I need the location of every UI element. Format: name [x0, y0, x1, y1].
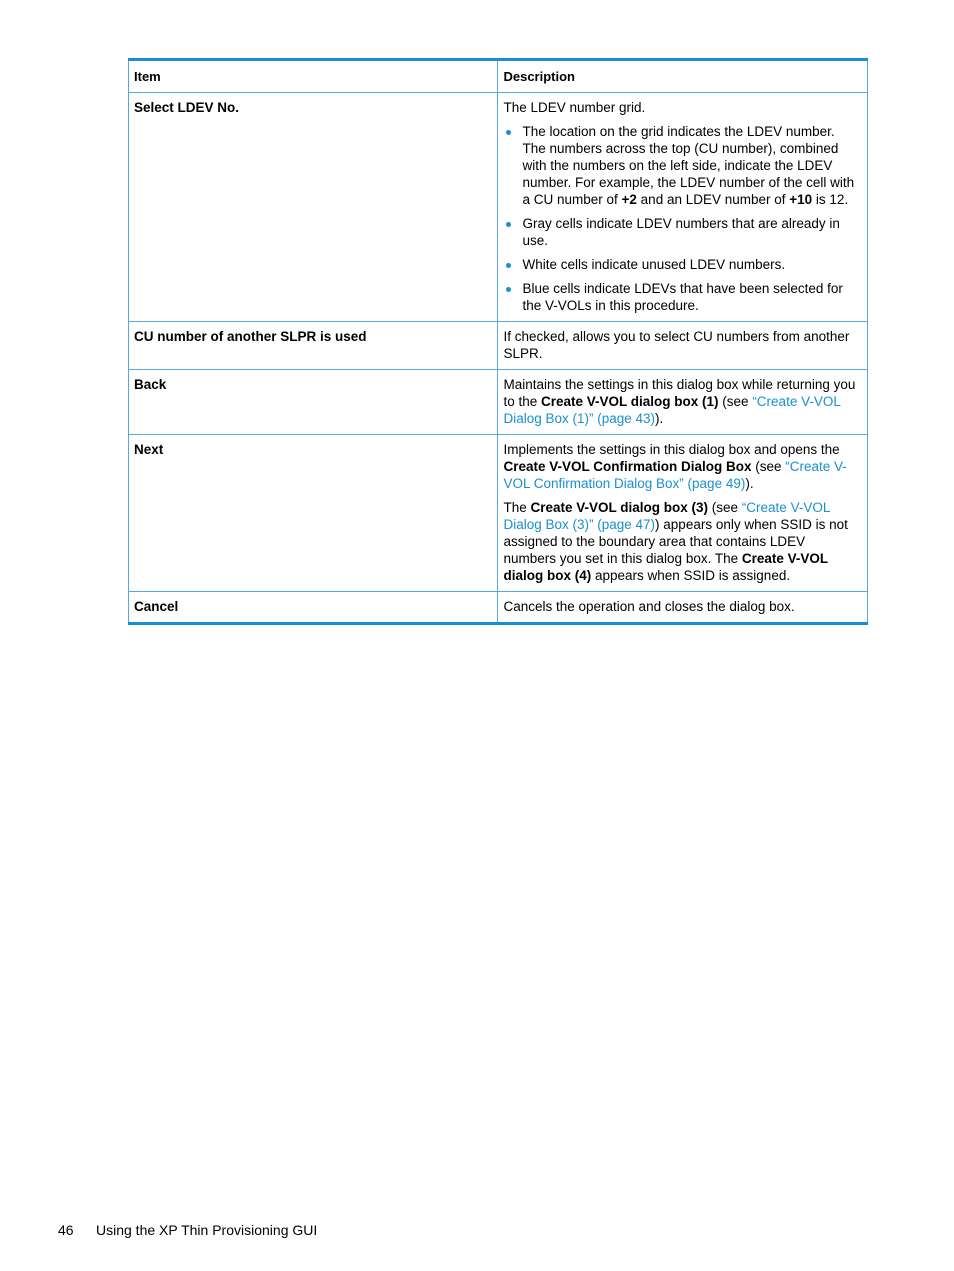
bullet-icon [506, 263, 511, 268]
description-bold: Create V-VOL Confirmation Dialog Box [503, 459, 752, 474]
table-row [129, 435, 868, 592]
page-footer [58, 1222, 317, 1238]
item-cell: Select LDEV No. [129, 93, 498, 322]
item-cell: Cancel [129, 592, 498, 624]
bullet-icon [506, 130, 511, 135]
description-text: Maintains the settings in this dialog box while returning you to the [503, 377, 856, 409]
bullet-list [503, 123, 861, 314]
item-cell: Next [129, 435, 498, 592]
description-cell [498, 435, 868, 592]
column-header-description: Description [498, 60, 868, 93]
table-row [129, 370, 868, 435]
table-header-row [129, 60, 868, 93]
bullet-icon [506, 287, 511, 292]
description-bold: Create V-VOL dialog box (4) [503, 551, 828, 583]
description-paragraph [503, 441, 861, 492]
table-row [129, 93, 868, 322]
description-text: appears when SSID is assigned. [591, 568, 791, 583]
cross-reference-link[interactable]: “Create V-VOL Confirmation Dialog Box” (page 49) [503, 459, 847, 491]
item-cell: CU number of another SLPR is used [129, 322, 498, 370]
description-bold: Create V-VOL dialog box (3) [530, 500, 709, 515]
description-bold: Create V-VOL dialog box (1) [541, 394, 719, 409]
description-cell: Cancels the operation and closes the dialog box. [498, 592, 868, 624]
description-text: ) appears only when SSID is not assigned to the boundary area that contains LDEV numbers you set in this dialog box. The [503, 517, 848, 566]
list-item-text: and an LDEV number of [636, 192, 790, 207]
description-text: ). [655, 411, 664, 426]
description-text: ). [745, 476, 754, 491]
page-number: 46 [58, 1222, 74, 1238]
description-intro: The LDEV number grid. [503, 100, 646, 115]
list-item [503, 256, 861, 273]
description-cell [498, 93, 868, 322]
description-text: (see [708, 500, 742, 515]
list-item-text: White cells indicate unused LDEV numbers. [522, 257, 786, 272]
footer-section-title: Using the XP Thin Provisioning GUI [96, 1222, 318, 1238]
table-row [129, 322, 868, 370]
list-item-bold: +10 [789, 192, 813, 207]
column-header-item: Item [129, 60, 498, 93]
settings-table [128, 58, 868, 625]
list-item-text: The location on the grid indicates the LDEV number. The numbers across the top (CU number), combined with the numbers on the left side, indicate the LDEV number. For example, the LDEV number of the cell with a CU number of [522, 124, 855, 207]
list-item-text: Blue cells indicate LDEVs that have been selected for the V-VOLs in this procedure. [522, 281, 843, 313]
cross-reference-link[interactable]: “Create V-VOL Dialog Box (1)” (page 43) [503, 394, 841, 426]
description-text: Implements the settings in this dialog box and opens the [503, 442, 840, 457]
description-text: (see [751, 459, 786, 474]
description-cell [498, 370, 868, 435]
list-item [503, 280, 861, 314]
list-item-bold: +2 [621, 192, 637, 207]
description-cell: If checked, allows you to select CU numbers from another SLPR. [498, 322, 868, 370]
list-item-text: is 12. [812, 192, 849, 207]
list-item [503, 123, 861, 208]
list-item-text: Gray cells indicate LDEV numbers that are already in use. [522, 216, 840, 248]
description-text: The [503, 500, 531, 515]
description-text: (see [718, 394, 753, 409]
description-paragraph [503, 499, 861, 584]
item-cell: Back [129, 370, 498, 435]
table-row [129, 592, 868, 624]
bullet-icon [506, 222, 511, 227]
cross-reference-link[interactable]: “Create V-VOL Dialog Box (3)” (page 47) [503, 500, 830, 532]
list-item [503, 215, 861, 249]
